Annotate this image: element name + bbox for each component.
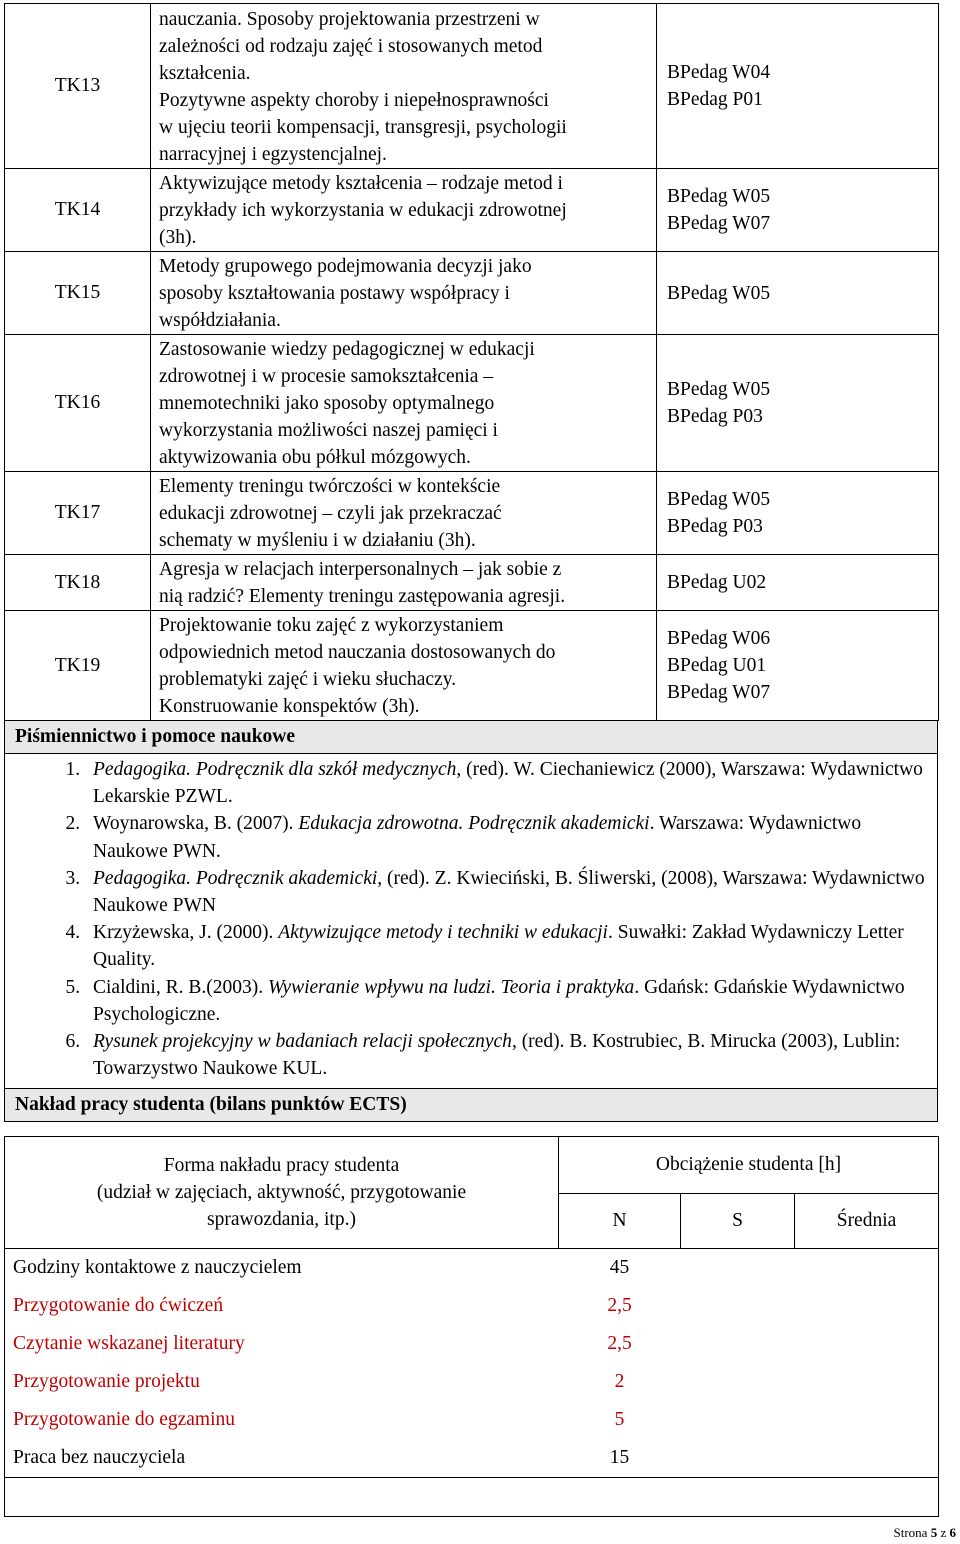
topic-description-line: nią radzić? Elementy treningu zastępowania agresji.	[159, 586, 566, 607]
workload-row	[5, 1401, 939, 1439]
topic-description-line: Aktywizujące metody kształcenia – rodzaje metod i	[159, 173, 563, 194]
workload-n-value: 2,5	[607, 1333, 632, 1355]
workload-s-value	[681, 1249, 795, 1288]
form-header	[5, 1137, 559, 1249]
topic-description-line: edukacji zdrowotnej – czyli jak przekraczać	[159, 503, 502, 524]
workload-heading-table	[4, 1088, 938, 1122]
topic-code: TK13	[5, 4, 151, 169]
col-s-header: S	[681, 1194, 795, 1249]
literature-table	[4, 720, 938, 1089]
topic-description	[151, 169, 657, 252]
effect-code: BPedag P01	[667, 89, 763, 110]
topic-row	[5, 252, 939, 335]
literature-text: Cialdini, R. B.(2003).	[93, 976, 268, 998]
literature-title: Pedagogika. Podręcznik akademicki,	[93, 867, 383, 889]
topic-description-line: odpowiednich metod nauczania dostosowanych do	[159, 642, 556, 663]
topic-description-line: Zastosowanie wiedzy pedagogicznej w edukacji	[159, 339, 535, 360]
footer-total: 6	[949, 1525, 956, 1540]
workload-heading: Nakład pracy studenta (bilans punktów ECTS)	[5, 1089, 938, 1122]
workload-avg-value	[795, 1363, 939, 1401]
footer-mid: z	[937, 1525, 950, 1540]
topic-row	[5, 335, 939, 472]
topic-description	[151, 335, 657, 472]
topic-code: TK14	[5, 169, 151, 252]
workload-label: Przygotowanie projektu	[5, 1363, 559, 1401]
effect-code: BPedag W05	[667, 379, 771, 400]
topic-code: TK17	[5, 472, 151, 555]
workload-row	[5, 1363, 939, 1401]
topic-code: TK19	[5, 611, 151, 721]
workload-s-value	[681, 1439, 795, 1478]
workload-label: Czytanie wskazanej literatury	[5, 1325, 559, 1363]
literature-text: , (red). W. Ciechaniewicz (2000), Warszawa: Wydawnictwo Lekarskie PZWL.	[93, 759, 923, 808]
workload-row	[5, 1287, 939, 1325]
topic-description-line: Projektowanie toku zajęć z wykorzystaniem	[159, 615, 504, 636]
effect-code: BPedag P03	[667, 516, 763, 537]
workload-n-value: 2	[614, 1371, 625, 1393]
literature-title: Aktywizujące metody i techniki w edukacji	[278, 922, 608, 944]
workload-avg-value	[795, 1439, 939, 1478]
topics-table	[4, 3, 939, 721]
form-header-line: (udział w zajęciach, aktywność, przygotowanie	[96, 1182, 467, 1204]
topic-description-line: sposoby kształtowania postawy współpracy i	[159, 283, 510, 304]
topic-description-line: Pozytywne aspekty choroby i niepełnosprawności	[159, 89, 549, 111]
topic-effects	[657, 4, 939, 169]
workload-table	[4, 1136, 939, 1517]
topic-description-line: wykorzystania możliwości naszej pamięci i	[159, 420, 498, 441]
literature-item	[85, 810, 927, 864]
workload-empty-row	[5, 1478, 939, 1517]
footer-prefix: Strona	[893, 1525, 931, 1540]
topic-code: TK16	[5, 335, 151, 472]
literature-text: Krzyżewska, J. (2000).	[93, 922, 279, 944]
literature-item	[85, 865, 927, 919]
topic-description-line: przykłady ich wykorzystania w edukacji zdrowotnej	[159, 200, 567, 221]
topic-effects	[657, 555, 939, 611]
literature-item	[85, 919, 927, 973]
literature-title: Rysunek projekcyjny w badaniach relacji społecznych	[93, 1031, 512, 1053]
literature-text: (red). Z. Kwieciński, B. Śliwerski, (2008), Warszawa: Wydawnictwo Naukowe PWN	[93, 867, 925, 917]
literature-title: Pedagogika. Podręcznik dla szkół medycznych	[93, 759, 457, 780]
literature-item	[85, 756, 927, 810]
topic-description-line: Agresja w relacjach interpersonalnych – jak sobie z	[159, 559, 562, 580]
topic-description-line: współdziałania.	[159, 310, 281, 331]
form-header-line: Forma nakładu pracy studenta	[163, 1155, 400, 1177]
form-header-line: sprawozdania, itp.)	[207, 1209, 356, 1231]
topic-description-line: mnemotechniki jako sposoby optymalnego	[159, 393, 495, 414]
effect-code: BPedag W07	[667, 213, 771, 234]
literature-list-cell	[5, 754, 938, 1089]
literature-text: . Gdańsk: Gdańskie Wydawnictwo Psychologiczne.	[93, 976, 905, 1025]
footer-page: 5	[930, 1525, 938, 1540]
workload-avg-value	[795, 1401, 939, 1439]
literature-title: Wywieranie wpływu na ludzi. Teoria i praktyka	[267, 976, 635, 998]
effect-code: BPedag W07	[667, 682, 771, 703]
workload-s-value	[681, 1325, 795, 1363]
workload-row	[5, 1439, 939, 1478]
topic-description-line: problematyki zajęć i wieku słuchaczy.	[159, 669, 457, 690]
literature-title: Edukacja zdrowotna. Podręcznik akademicki	[298, 813, 650, 835]
topic-description-line: kształcenia.	[159, 62, 251, 84]
effect-code: BPedag P03	[667, 406, 763, 427]
workload-n-value: 45	[609, 1257, 630, 1279]
literature-list	[15, 756, 927, 1082]
workload-s-value	[681, 1363, 795, 1401]
workload-avg-value	[795, 1287, 939, 1325]
topic-description	[151, 472, 657, 555]
topic-description-line: Konstruowanie konspektów (3h).	[159, 696, 420, 717]
topic-description-line: Elementy treningu twórczości w kontekście	[159, 476, 501, 497]
literature-item	[85, 974, 927, 1028]
workload-label: Przygotowanie do egzaminu	[5, 1401, 559, 1439]
effect-code: BPedag U02	[667, 572, 767, 593]
effect-code: BPedag W04	[667, 62, 771, 83]
workload-label: Praca bez nauczyciela	[5, 1439, 559, 1478]
topic-description-line: aktywizowania obu półkul mózgowych.	[159, 447, 471, 468]
topic-effects	[657, 472, 939, 555]
topic-description-line: zdrowotnej i w procesie samokształcenia –	[159, 366, 494, 387]
topic-description-line: (3h).	[159, 227, 197, 248]
topic-effects	[657, 169, 939, 252]
topic-description-line: nauczania. Sposoby projektowania przestrzeni w	[159, 8, 540, 30]
workload-n-value: 2,5	[607, 1295, 632, 1317]
topic-description-line: Metody grupowego podejmowania decyzji jako	[159, 256, 532, 277]
workload-s-value	[681, 1287, 795, 1325]
page-footer	[894, 1525, 956, 1541]
literature-item	[85, 1028, 927, 1082]
workload-label: Godziny kontaktowe z nauczycielem	[5, 1249, 559, 1288]
workload-n-value: 15	[609, 1447, 630, 1469]
topic-description-line: zależności od rodzaju zajęć i stosowanych metod	[159, 35, 543, 57]
literature-text: , (red). B. Kostrubiec, B. Mirucka (2003), Lublin: Towarzystwo Naukowe KUL.	[93, 1031, 901, 1080]
effect-code: BPedag W05	[667, 489, 771, 510]
effect-code: BPedag W05	[667, 186, 771, 207]
workload-avg-value	[795, 1325, 939, 1363]
effect-code: BPedag W05	[667, 282, 771, 304]
literature-text: . Warszawa: Wydawnictwo Naukowe PWN.	[93, 813, 862, 862]
topic-description-line: schematy w myśleniu i w działaniu (3h).	[159, 530, 476, 551]
workload-row	[5, 1325, 939, 1363]
document-page	[4, 3, 938, 1517]
literature-text: . Suwałki: Zakład Wydawniczy Letter Quality.	[93, 922, 904, 971]
topic-row	[5, 555, 939, 611]
topic-effects	[657, 611, 939, 721]
col-avg-header: Średnia	[795, 1194, 939, 1249]
effect-code: BPedag U01	[667, 655, 767, 676]
topic-row	[5, 169, 939, 252]
workload-label: Przygotowanie do ćwiczeń	[5, 1287, 559, 1325]
topic-description-line: w ujęciu teorii kompensacji, transgresji, psychologii	[159, 116, 567, 138]
literature-text: Woynarowska, B. (2007).	[93, 813, 299, 835]
topic-effects	[657, 252, 939, 335]
topic-description	[151, 4, 657, 169]
topic-row	[5, 611, 939, 721]
literature-heading: Piśmiennictwo i pomoce naukowe	[5, 721, 938, 754]
workload-row	[5, 1249, 939, 1288]
workload-n-value: 5	[614, 1409, 625, 1431]
topic-description	[151, 611, 657, 721]
topic-description	[151, 555, 657, 611]
topic-row	[5, 4, 939, 169]
topic-description-line: narracyjnej i egzystencjalnej.	[159, 143, 387, 165]
load-header: Obciążenie studenta [h]	[559, 1137, 939, 1194]
topic-code: TK18	[5, 555, 151, 611]
topic-description	[151, 252, 657, 335]
topic-code: TK15	[5, 252, 151, 335]
topic-row	[5, 472, 939, 555]
col-n-header: N	[559, 1194, 681, 1249]
topic-effects	[657, 335, 939, 472]
workload-avg-value	[795, 1249, 939, 1288]
workload-s-value	[681, 1401, 795, 1439]
effect-code: BPedag W06	[667, 628, 771, 649]
